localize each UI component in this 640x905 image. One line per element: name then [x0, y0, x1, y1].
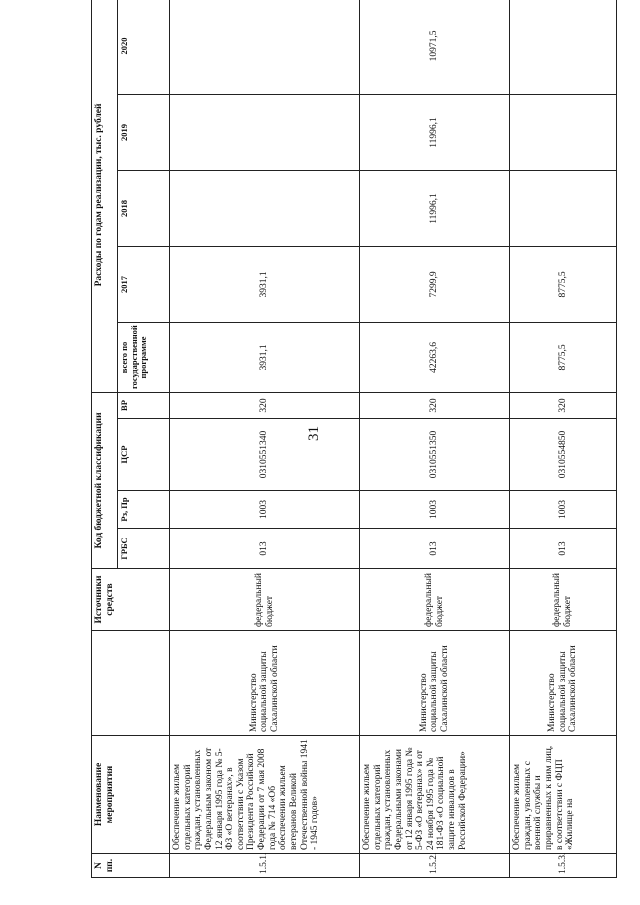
grbs-code: 013 [170, 529, 360, 569]
header-csr: ЦСР [118, 419, 170, 491]
rzpr-code: 1003 [510, 491, 617, 529]
header-vr: ВР [118, 392, 170, 418]
header-2017: 2017 [118, 246, 170, 322]
value-2017: 8775,5 [510, 246, 617, 322]
executor: Министерство социальной защиты Сахалинской области [170, 631, 360, 736]
header-expenses: Расходы по годам реализации, тыс. рублей [92, 0, 118, 392]
header-rzpr: Рз, Пр [118, 491, 170, 529]
funding-source: федеральный бюджет [510, 569, 617, 631]
activity-name: Обеспечение жильем граждан, уволенных с военной службы и приравненных к ним лиц, в соответствии с ФЦП «Жилище на [510, 736, 617, 854]
header-2018: 2018 [118, 170, 170, 246]
csr-code: 0310551350 [360, 419, 510, 491]
header-name: Наименование мероприятия [92, 736, 170, 854]
value-2018 [170, 170, 360, 246]
total-value: 42263,6 [360, 322, 510, 392]
value-2017: 7299,9 [360, 246, 510, 322]
value-2018 [510, 170, 617, 246]
funding-source: федеральный бюджет [360, 569, 510, 631]
vr-code: 320 [360, 392, 510, 418]
rzpr-code: 1003 [170, 491, 360, 529]
rzpr-code: 1003 [360, 491, 510, 529]
table-row [510, 0, 617, 878]
header-budget-code: Код бюджетной классификации [92, 392, 118, 568]
grbs-code: 013 [510, 529, 617, 569]
rotated-table-container [91, 18, 616, 878]
row-number: 1.5.2. [360, 854, 510, 878]
table-row [170, 0, 360, 878]
header-2019: 2019 [118, 94, 170, 170]
row-number: 1.5.1. [170, 854, 360, 878]
page-number: 31 [306, 426, 323, 441]
value-2019 [510, 94, 617, 170]
grbs-code: 013 [360, 529, 510, 569]
total-value: 8775,5 [510, 322, 617, 392]
value-2018: 11996,1 [360, 170, 510, 246]
csr-code: 0310554850 [510, 419, 617, 491]
header-grbs: ГРБС [118, 529, 170, 569]
header-2020: 2020 [118, 0, 170, 94]
value-2020 [170, 0, 360, 94]
activity-name: Обеспечение жильем отдельных категорий граждан, установленных Федеральным законом от 12 января 1995 года № 5-ФЗ «О ветеранах», в соответствии с Указом Президента Российской Федерации от 7 мая 2008 года № 714 «Об обеспечении жильем ветеранов Великой Отечественной войны 1941 - 1945 годов» [170, 736, 360, 854]
header-executor [92, 631, 170, 736]
budget-table [91, 0, 617, 878]
value-2019 [170, 94, 360, 170]
total-value: 3931,1 [170, 322, 360, 392]
executor: Министерство социальной защиты Сахалинской области [510, 631, 617, 736]
funding-source: федеральный бюджет [170, 569, 360, 631]
header-n: N пп. [92, 854, 170, 878]
executor: Министерство социальной защиты Сахалинской области [360, 631, 510, 736]
value-2019: 11996,1 [360, 94, 510, 170]
vr-code: 320 [510, 392, 617, 418]
csr-code: 0310551340 [170, 419, 360, 491]
value-2020: 10971,5 [360, 0, 510, 94]
row-number: 1.5.3. [510, 854, 617, 878]
header-source: Источники средств [92, 569, 170, 631]
value-2017: 3931,1 [170, 246, 360, 322]
header-total: всего по государственной программе [118, 322, 170, 392]
table-row [360, 0, 510, 878]
vr-code: 320 [170, 392, 360, 418]
value-2020 [510, 0, 617, 94]
activity-name: Обеспечение жильем отдельных категорий граждан, установленных Федеральными законами от 12 января 1995 года № 5-ФЗ «О ветеранах» и от 24 ноября 1995 года № 181-ФЗ «О социальной защите инвалидов в Российской Федерации» [360, 736, 510, 854]
